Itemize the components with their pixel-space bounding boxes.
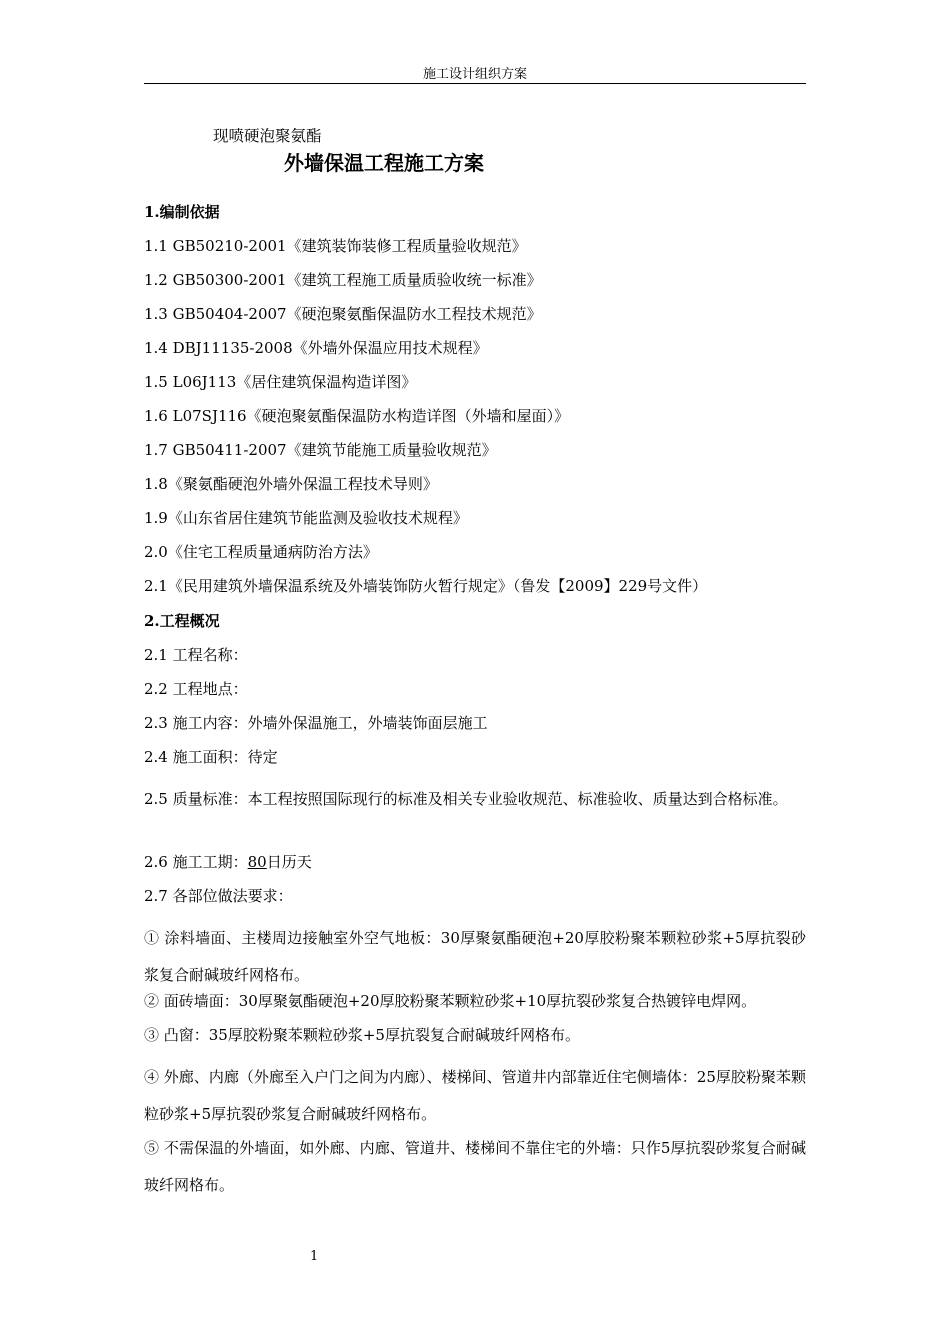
period-days: 80 [247,853,267,871]
basis-item: 1.1 GB50210-2001《建筑装饰装修工程质量验收规范》 [144,237,527,255]
section-heading-overview: 2.工程概况 [144,612,220,630]
overview-item: 2.1 工程名称： [144,646,248,664]
page-number: 1 [310,1249,319,1264]
basis-item: 1.4 DBJ11135-2008《外墙外保温应用技术规程》 [144,339,488,357]
basis-item: 1.5 L06J113《居住建筑保温构造详图》 [144,373,417,391]
basis-item: 1.9《山东省居住建筑节能监测及验收技术规程》 [144,509,468,527]
requirements-heading: 2.7 各部位做法要求： [144,887,293,905]
basis-item: 1.8《聚氨酯硬泡外墙外保温工程技术导则》 [144,475,438,493]
requirement-item: ① 涂料墙面、主楼周边接触室外空气地板：30厚聚氨酯硬泡+20厚胶粉聚苯颗粒砂浆+5厚抗裂砂浆复合耐碱玻纤网格布。 [144,929,806,984]
basis-item: 2.0《住宅工程质量通病防治方法》 [144,543,378,561]
overview-item: 2.4 施工面积：待定 [144,748,278,766]
basis-item: 1.6 L07SJ116《硬泡聚氨酯保温防水构造详图（外墙和屋面）》 [144,407,570,425]
requirement-item: ③ 凸窗：35厚胶粉聚苯颗粒砂浆+5厚抗裂复合耐碱玻纤网格布。 [144,1026,580,1044]
requirement-item: ⑤ 不需保温的外墙面，如外廊、内廊、管道井、楼梯间不靠住宅的外墙：只作5厚抗裂砂浆复合耐碱玻纤网格布。 [144,1139,806,1194]
basis-item: 1.7 GB50411-2007《建筑节能施工质量验收规范》 [144,441,497,459]
overview-item: 2.3 施工内容：外墙外保温施工，外墙装饰面层施工 [144,714,488,732]
requirement-item: ② 面砖墙面：30厚聚氨酯硬泡+20厚胶粉聚苯颗粒砂浆+10厚抗裂砂浆复合热镀锌电焊网。 [144,992,757,1010]
period-prefix: 2.6 施工工期： [144,853,248,871]
document-subtitle: 现喷硬泡聚氨酯 [213,127,322,145]
section-heading-basis: 1.编制依据 [144,203,220,221]
basis-item: 2.1《民用建筑外墙保温系统及外墙装饰防火暂行规定》（鲁发【2009】229号文件） [144,577,708,595]
overview-item: 2.2 工程地点： [144,680,248,698]
basis-item: 1.3 GB50404-2007《硬泡聚氨酯保温防水工程技术规范》 [144,305,542,323]
period-suffix: 日历天 [266,853,312,871]
document-title: 外墙保温工程施工方案 [284,151,484,175]
page-header-text: 施工设计组织方案 [422,67,527,82]
overview-item-quality: 2.5 质量标准：本工程按照国际现行的标准及相关专业验收规范、标准验收、质量达到合格标准。 [144,790,788,808]
overview-item-period [144,852,312,872]
header-rule [144,83,806,84]
basis-item: 1.2 GB50300-2001《建筑工程施工质量质验收统一标准》 [144,271,542,289]
requirement-item: ④ 外廊、内廊（外廊至入户门之间为内廊）、楼梯间、管道井内部靠近住宅侧墙体：25厚胶粉聚苯颗粒砂浆+5厚抗裂砂浆复合耐碱玻纤网格布。 [144,1068,806,1123]
